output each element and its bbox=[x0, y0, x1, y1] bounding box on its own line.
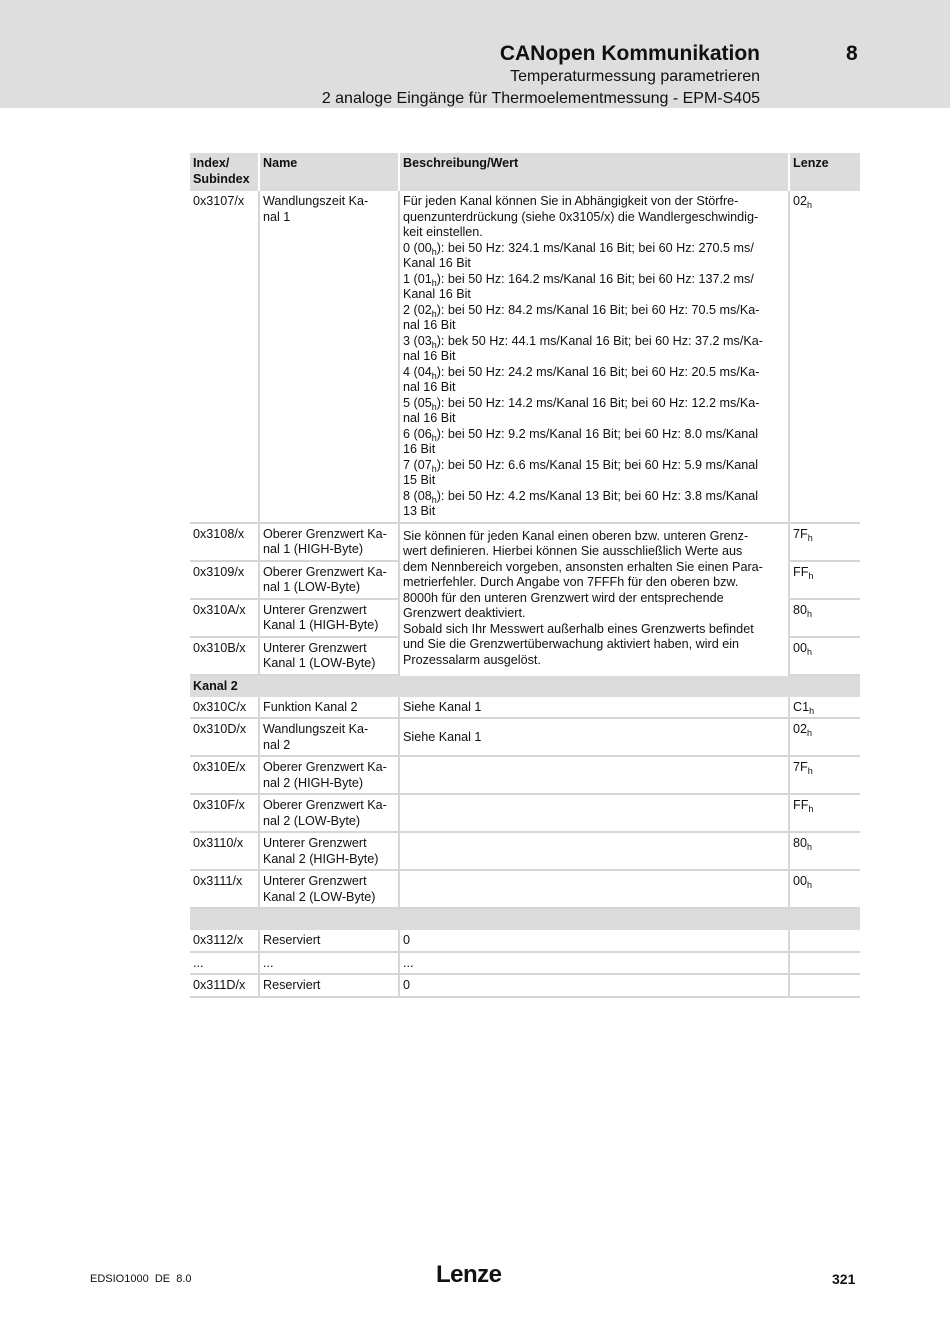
cell-name: Reserviert bbox=[260, 930, 400, 953]
cell-default bbox=[790, 953, 860, 976]
lenze-logo bbox=[436, 1261, 512, 1287]
default-value: C1 bbox=[793, 699, 810, 714]
cell-index: 0x310C/x bbox=[190, 697, 260, 720]
cell-index: ... bbox=[190, 953, 260, 976]
cell-name: Funktion Kanal 2 bbox=[260, 697, 400, 720]
option-text: ): bei 50 Hz: 4.2 ms/Kanal 13 Bit; bei 60 Hz: 3.8 ms/Kanal 13 Bit bbox=[403, 488, 759, 518]
cell-description: 0 bbox=[400, 975, 790, 998]
cell-description-limits bbox=[400, 524, 790, 676]
cell-description bbox=[400, 757, 790, 795]
table-row bbox=[190, 833, 860, 871]
cell-default bbox=[790, 638, 860, 676]
table-header-row bbox=[190, 153, 860, 191]
cell-name: Oberer Grenzwert Ka- nal 1 (HIGH-Byte) bbox=[260, 524, 400, 562]
column-header-index: Index/ Subindex bbox=[190, 153, 260, 191]
option-code: 1 (01 bbox=[403, 271, 432, 286]
section-row-blank bbox=[190, 909, 860, 930]
cell-index: 0x3108/x bbox=[190, 524, 260, 562]
table-row bbox=[190, 975, 860, 998]
cell-default bbox=[790, 871, 860, 909]
hex-subscript: h bbox=[808, 570, 814, 581]
hex-subscript: h bbox=[431, 463, 437, 474]
table-row bbox=[190, 871, 860, 909]
cell-default bbox=[790, 191, 860, 524]
hex-subscript: h bbox=[431, 370, 437, 381]
default-value: 00 bbox=[793, 874, 808, 888]
option-text: ): bei 50 Hz: 84.2 ms/Kanal 16 Bit; bei 60 Hz: 70.5 ms/Ka- nal 16 Bit bbox=[403, 302, 760, 332]
cell-index: 0x3107/x bbox=[190, 191, 260, 524]
hex-subscript: h bbox=[807, 842, 813, 852]
cell-description: 0 bbox=[400, 930, 790, 953]
cell-name: Oberer Grenzwert Ka- nal 2 (HIGH-Byte) bbox=[260, 757, 400, 795]
cell-default bbox=[790, 697, 860, 720]
cell-name: Reserviert bbox=[260, 975, 400, 998]
default-value: 7F bbox=[793, 760, 808, 774]
option-item bbox=[403, 334, 785, 365]
cell-default bbox=[790, 930, 860, 953]
page-title: CANopen Kommunikation bbox=[499, 42, 760, 65]
option-item bbox=[403, 365, 785, 396]
option-text: ): bei 50 Hz: 14.2 ms/Kanal 16 Bit; bei 60 Hz: 12.2 ms/Ka- nal 16 Bit bbox=[403, 395, 760, 425]
cell-name: Wandlungszeit Ka- nal 1 bbox=[260, 191, 400, 524]
hex-subscript: h bbox=[807, 608, 813, 619]
option-code: 8 (08 bbox=[403, 488, 432, 503]
option-item bbox=[403, 396, 785, 427]
cell-default bbox=[790, 975, 860, 998]
default-value: FF bbox=[793, 564, 809, 579]
cell-index: 0x310D/x bbox=[190, 719, 260, 757]
hex-subscript: h bbox=[431, 339, 437, 350]
hex-subscript: h bbox=[431, 308, 437, 319]
section-label: Kanal 2 bbox=[190, 676, 860, 697]
cell-default bbox=[790, 757, 860, 795]
table-row bbox=[190, 697, 860, 720]
default-value: 02 bbox=[793, 194, 808, 208]
table-row bbox=[190, 953, 860, 976]
option-code: 3 (03 bbox=[403, 333, 432, 348]
chapter-number: 8 bbox=[846, 42, 858, 65]
option-item bbox=[403, 489, 785, 520]
limits-description: Sie können für jeden Kanal einen oberen bzw. unteren Grenz- wert definieren. Hierbei können Sie ausschließlich Werte aus dem Nennbereich vorgeben, ansonsten erhalten Sie einen Para- metrierfehler. Durch Angabe von 7FFFh für den oberen bzw. 8000h für den unteren Grenzwert wird der entsprechende Grenzwert deaktiviert. Sobald sich Ihr Messwert außerhalb eines Grenzwerts befindet und Sie die Grenzwertüberwachung aktiviert haben, wird ein Prozessalarm ausgelöst. bbox=[403, 528, 763, 667]
option-code: 0 (00 bbox=[403, 240, 432, 255]
hex-subscript: h bbox=[807, 532, 813, 543]
cell-name: Unterer Grenzwert Kanal 1 (HIGH-Byte) bbox=[260, 600, 400, 638]
default-value: 80 bbox=[793, 836, 808, 850]
cell-name: Oberer Grenzwert Ka- nal 2 (LOW-Byte) bbox=[260, 795, 400, 833]
hex-subscript: h bbox=[807, 646, 813, 657]
table-row bbox=[190, 795, 860, 833]
default-value: FF bbox=[793, 798, 809, 812]
hex-subscript: h bbox=[807, 200, 813, 210]
cell-name: ... bbox=[260, 953, 400, 976]
hex-subscript: h bbox=[807, 766, 813, 776]
page-number: 321 bbox=[832, 1271, 856, 1287]
cell-name: Wandlungszeit Ka- nal 2 bbox=[260, 719, 400, 757]
hex-subscript: h bbox=[807, 728, 813, 738]
cell-description: Siehe Kanal 1 bbox=[400, 697, 790, 720]
option-item bbox=[403, 241, 785, 272]
hex-subscript: h bbox=[807, 880, 813, 890]
default-value: 00 bbox=[793, 640, 808, 655]
description-intro: Für jeden Kanal können Sie in Abhängigkeit von der Störfre- quenzunterdrückung (siehe 0x3105/x) die Wandlergeschwindig- keit einstellen. bbox=[403, 194, 759, 239]
table-row bbox=[190, 930, 860, 953]
cell-name: Unterer Grenzwert Kanal 2 (LOW-Byte) bbox=[260, 871, 400, 909]
cell-description bbox=[400, 833, 790, 871]
table-row bbox=[190, 757, 860, 795]
option-text: ): bei 50 Hz: 6.6 ms/Kanal 15 Bit; bei 60 Hz: 5.9 ms/Kanal 15 Bit bbox=[403, 457, 759, 487]
cell-name: Unterer Grenzwert Kanal 1 (LOW-Byte) bbox=[260, 638, 400, 676]
column-header-lenze: Lenze bbox=[790, 153, 860, 191]
cell-description bbox=[400, 795, 790, 833]
cell-default bbox=[790, 600, 860, 638]
page-subtitle-1: Temperaturmessung parametrieren bbox=[510, 68, 760, 85]
cell-index: 0x3112/x bbox=[190, 930, 260, 953]
svg-text:Lenze: Lenze bbox=[436, 1261, 502, 1287]
option-text: ): bei 50 Hz: 324.1 ms/Kanal 16 Bit; bei 60 Hz: 270.5 ms/ Kanal 16 Bit bbox=[403, 240, 754, 270]
option-item bbox=[403, 303, 785, 334]
option-code: 7 (07 bbox=[403, 457, 432, 472]
option-list bbox=[403, 241, 785, 520]
cell-default bbox=[790, 795, 860, 833]
cell-index: 0x311D/x bbox=[190, 975, 260, 998]
cell-default bbox=[790, 562, 860, 600]
cell-name: Oberer Grenzwert Ka- nal 1 (LOW-Byte) bbox=[260, 562, 400, 600]
option-item bbox=[403, 427, 785, 458]
option-code: 2 (02 bbox=[403, 302, 432, 317]
default-value: 02 bbox=[793, 722, 808, 736]
cell-description bbox=[400, 871, 790, 909]
cell-index: 0x310B/x bbox=[190, 638, 260, 676]
option-text: ): bei 50 Hz: 24.2 ms/Kanal 16 Bit; bei 60 Hz: 20.5 ms/Ka- nal 16 Bit bbox=[403, 364, 760, 394]
hex-subscript: h bbox=[809, 705, 815, 716]
cell-description bbox=[400, 191, 790, 524]
hex-subscript: h bbox=[808, 804, 814, 814]
option-code: 6 (06 bbox=[403, 426, 432, 441]
cell-index: 0x310A/x bbox=[190, 600, 260, 638]
cell-default bbox=[790, 833, 860, 871]
option-item bbox=[403, 272, 785, 303]
hex-subscript: h bbox=[431, 432, 437, 443]
hex-subscript: h bbox=[431, 401, 437, 412]
table-row bbox=[190, 191, 860, 524]
option-item bbox=[403, 458, 785, 489]
column-header-name: Name bbox=[260, 153, 400, 191]
cell-index: 0x3110/x bbox=[190, 833, 260, 871]
option-code: 4 (04 bbox=[403, 364, 432, 379]
table-row bbox=[190, 524, 860, 562]
section-row-kanal-2 bbox=[190, 676, 860, 697]
option-text: ): bek 50 Hz: 44.1 ms/Kanal 16 Bit; bei 60 Hz: 37.2 ms/Ka- nal 16 Bit bbox=[403, 333, 763, 363]
page-subtitle-2: 2 analoge Eingänge für Thermoelementmessung - EPM-S405 bbox=[321, 90, 760, 107]
default-value: 80 bbox=[793, 602, 808, 617]
table-row bbox=[190, 719, 860, 757]
parameter-table bbox=[190, 153, 860, 998]
hex-subscript: h bbox=[431, 246, 437, 257]
default-value: 7F bbox=[793, 526, 808, 541]
cell-name: Unterer Grenzwert Kanal 2 (HIGH-Byte) bbox=[260, 833, 400, 871]
option-text: ): bei 50 Hz: 9.2 ms/Kanal 16 Bit; bei 60 Hz: 8.0 ms/Kanal 16 Bit bbox=[403, 426, 759, 456]
hex-subscript: h bbox=[431, 277, 437, 288]
cell-index: 0x3109/x bbox=[190, 562, 260, 600]
option-code: 5 (05 bbox=[403, 395, 432, 410]
cell-index: 0x310F/x bbox=[190, 795, 260, 833]
cell-default bbox=[790, 719, 860, 757]
document-id: EDSIO1000 DE 8.0 bbox=[90, 1273, 192, 1285]
cell-description: ... bbox=[400, 953, 790, 976]
cell-description: Siehe Kanal 1 bbox=[400, 719, 790, 757]
hex-subscript: h bbox=[431, 494, 437, 505]
option-text: ): bei 50 Hz: 164.2 ms/Kanal 16 Bit; bei 60 Hz: 137.2 ms/ Kanal 16 Bit bbox=[403, 271, 754, 301]
cell-default bbox=[790, 524, 860, 562]
cell-index: 0x3111/x bbox=[190, 871, 260, 909]
section-label-empty bbox=[190, 909, 860, 930]
cell-index: 0x310E/x bbox=[190, 757, 260, 795]
column-header-description: Beschreibung/Wert bbox=[400, 153, 790, 191]
